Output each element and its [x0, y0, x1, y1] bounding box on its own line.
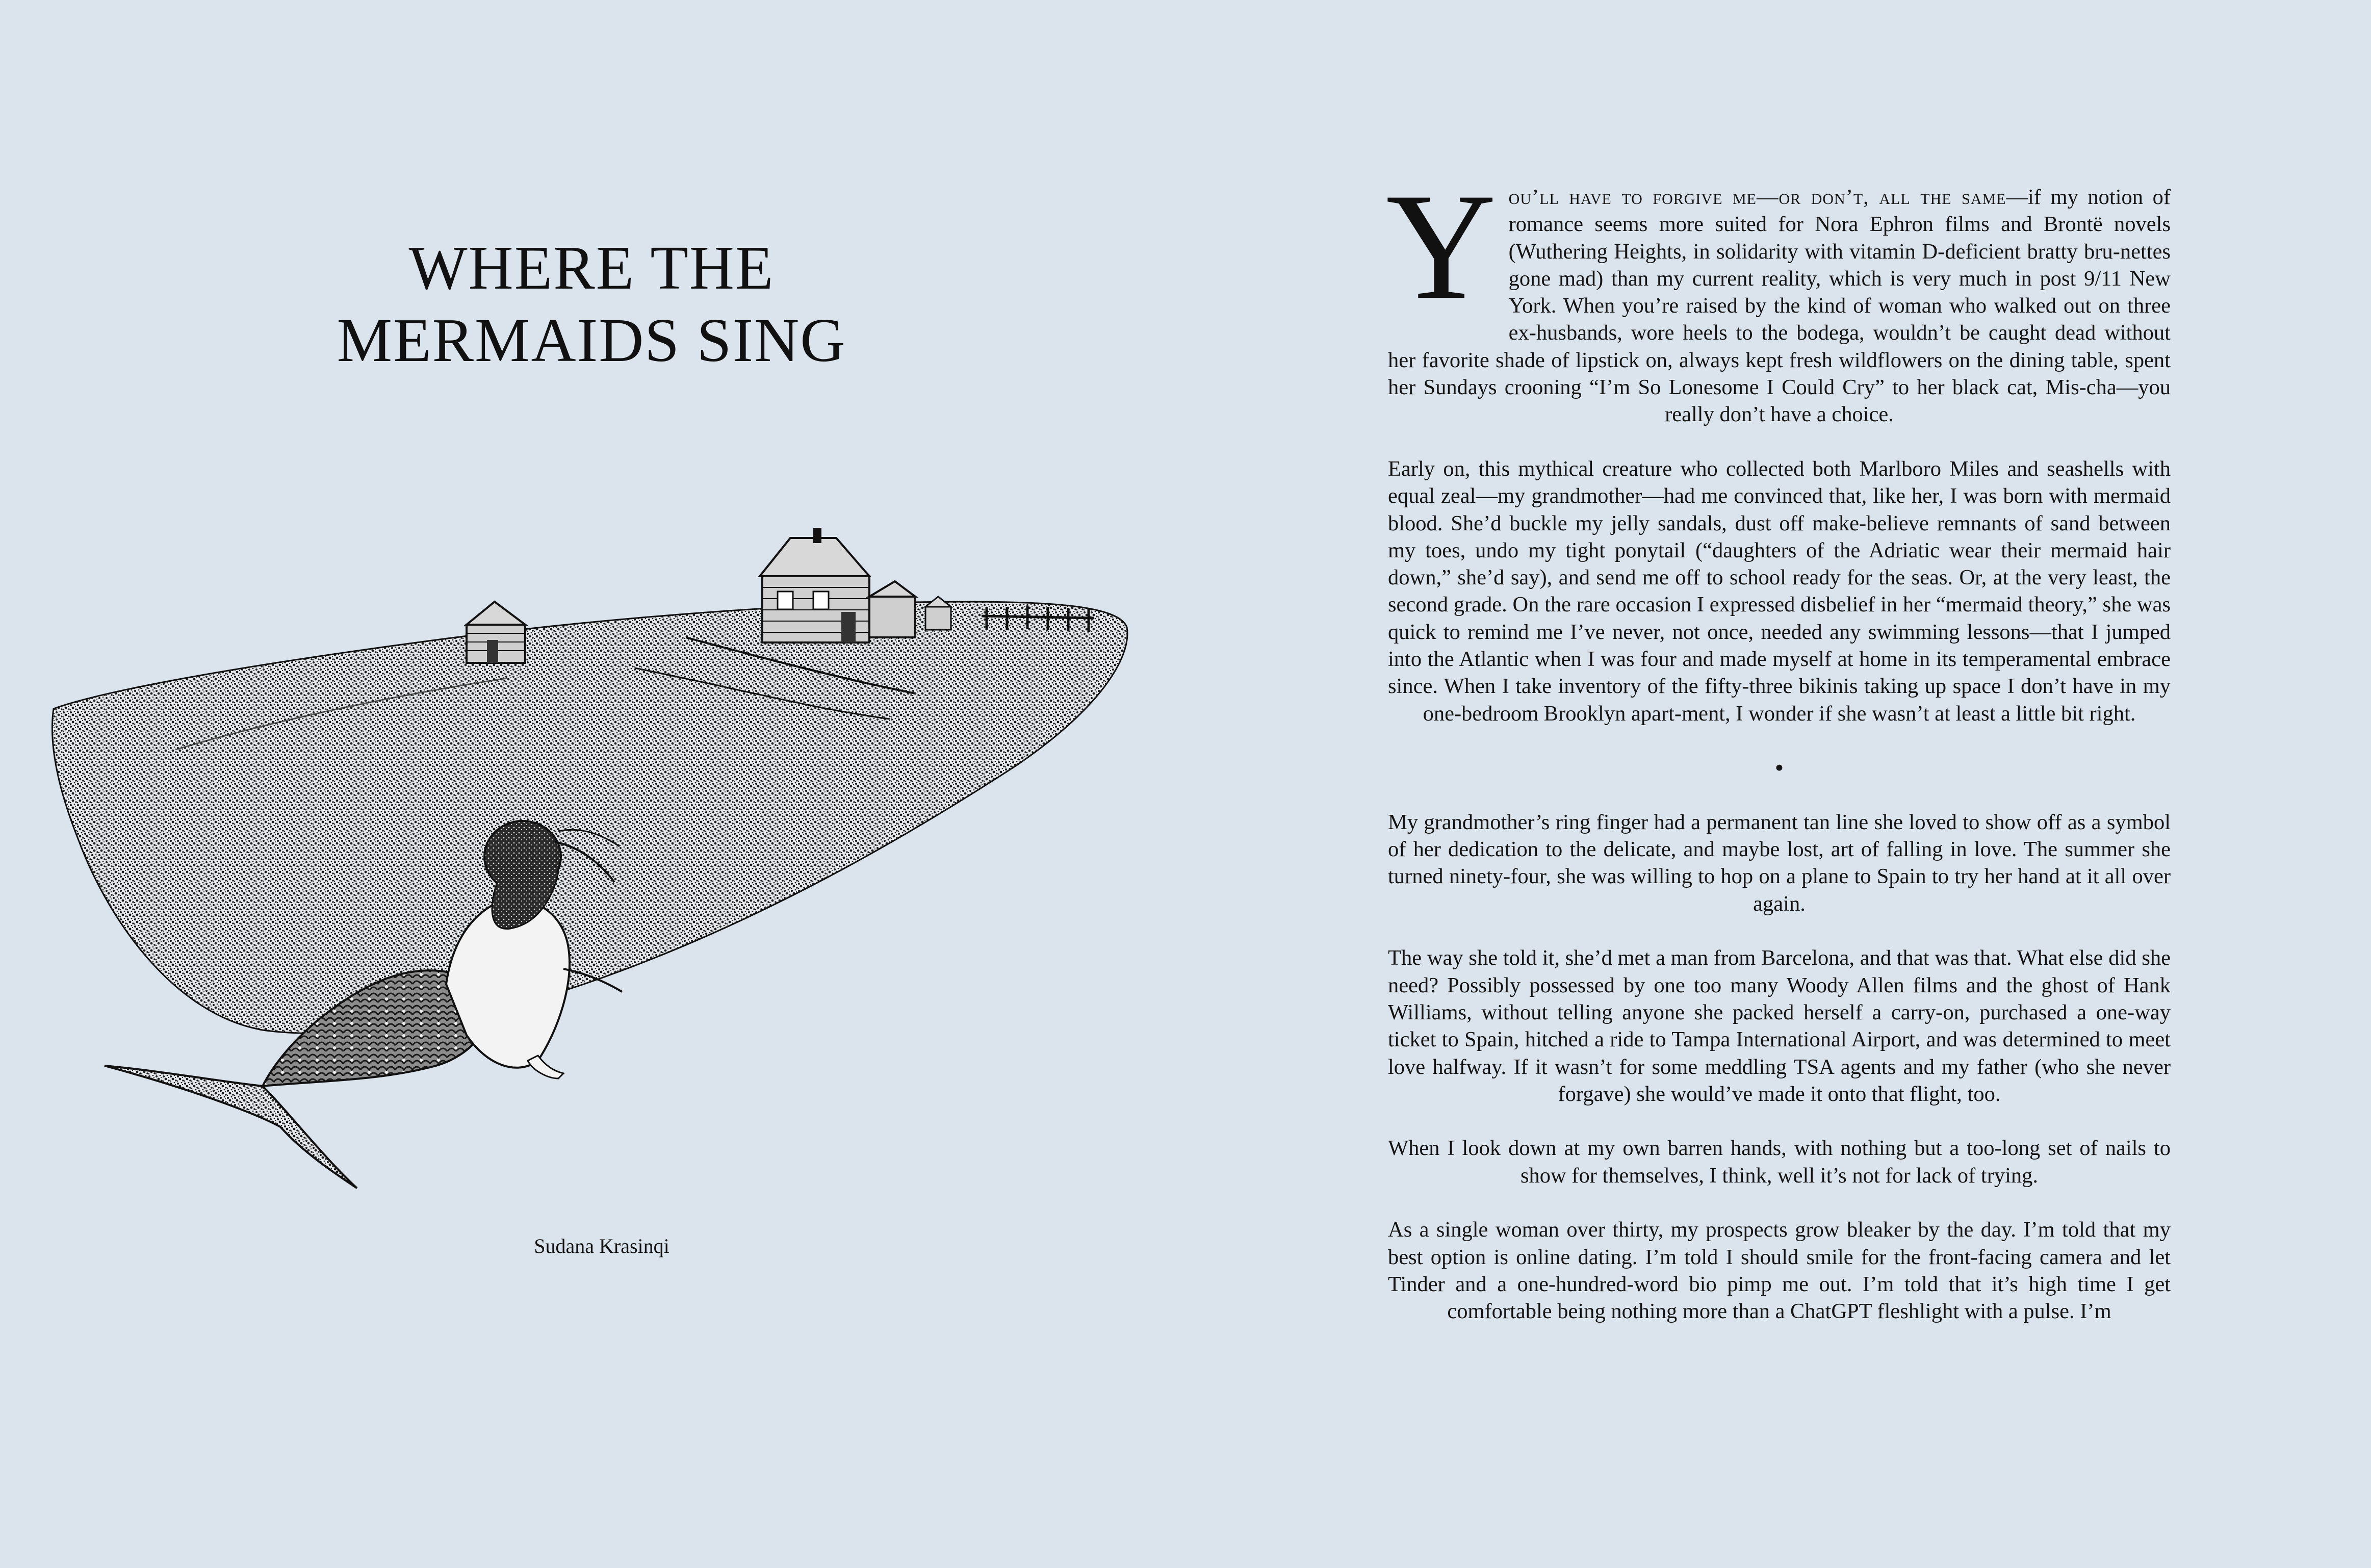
island-body [52, 602, 1127, 1034]
paragraph-1 [1386, 162, 2171, 428]
small-barn-icon [467, 602, 525, 663]
section-break-ornament: • [1774, 753, 1784, 782]
paragraph-2: Early on, this mythical creature who collected both Marlboro Miles and seashells with equal zeal—my grandmother—had me convinced that, like her, I was born with mermaid blood. She’d buckle my jelly sandals, dust off make-believe remnants of sand between my toes, undo my tight ponytail (“daughters of the Adriatic wear their mermaid hair down,” she’d say), and send me off to school ready for the seas. Or, at the very least, the second grade. On the rare occasion I expressed disbelief in her “mermaid theory,” she was quick to remind me I’ve never, not once, needed any swimming lessons—that I jumped into the Atlantic when I was four and made myself at home in its temperamental embrace since. When I take inventory of the fifty-three bikinis taking up space I don’t have in my one-bedroom Brooklyn apart-ment, I wonder if she wasn’t at least a little bit right. [1388, 456, 2171, 726]
drop-cap: Y [1386, 162, 1497, 331]
author-byline: Sudana Krasinqi [534, 1235, 669, 1257]
title-line-1: WHERE THE [408, 234, 775, 302]
paragraph-3: My grandmother’s ring finger had a permanent tan line she loved to show off as a symbol of her dedication to the delicate, and maybe lost, art of falling in love. The summer she turned ninety-four, she was willing to hop on a plane to Spain to try her hand at it all over again. [1388, 810, 2171, 916]
paragraph-4: The way she told it, she’d met a man from Barcelona, and that was that. What else did she need? Possibly possessed by one too many Woody Allen films and the ghost of Hank Williams, without telling anyone she packed herself a carry-on, purchased a one-way ticket to Spain, hitched a ride to Tampa International Airport, and was determined to meet love halfway. If it wasn’t for some meddling TSA agents and my father (who she never forgave) she would’ve made it onto that flight, too. [1388, 946, 2171, 1106]
paragraph-6: As a single woman over thirty, my prospects grow bleaker by the day. I’m told that my best option is online dating. I’m told I should smile for the front-facing camera and let Tinder and a one-hundred-word bio pimp me out. I’m told that it’s high time I get comfortable being nothing more than a ChatGPT fleshlight with a pulse. I’m [1388, 1218, 2171, 1324]
article-body [1386, 162, 2171, 1352]
mermaid-whale-island-illustration [48, 525, 1135, 1198]
title-line-2: MERMAIDS SING [337, 306, 846, 375]
paragraph-1-text: —if my notion of romance seems more suited for Nora Ephron films and Brontë novels (Wuthering Heights, in solidarity with vitamin D-deficient bratty bru-nettes gone mad) than my current reality, which is very much in post 9/11 New York. When you’re raised by the kind of woman who walked out on three ex-husbands, wore heels to the bodega, wouldn’t be caught dead without her favorite shade of lipstick on, always kept fresh wildflowers on the dining table, spent her Sundays crooning “I’m So Lonesome I Could Cry” to her black cat, Mis-cha—you really don’t have a choice. [1388, 185, 2171, 427]
paragraph-5: When I look down at my own barren hands, with nothing but a too-long set of nails to show for themselves, I think, well it’s not for lack of trying. [1388, 1136, 2171, 1188]
story-title [265, 232, 918, 377]
lead-in-smallcaps: ou’ll have to forgive me—or don’t, all the same [1508, 185, 2006, 209]
